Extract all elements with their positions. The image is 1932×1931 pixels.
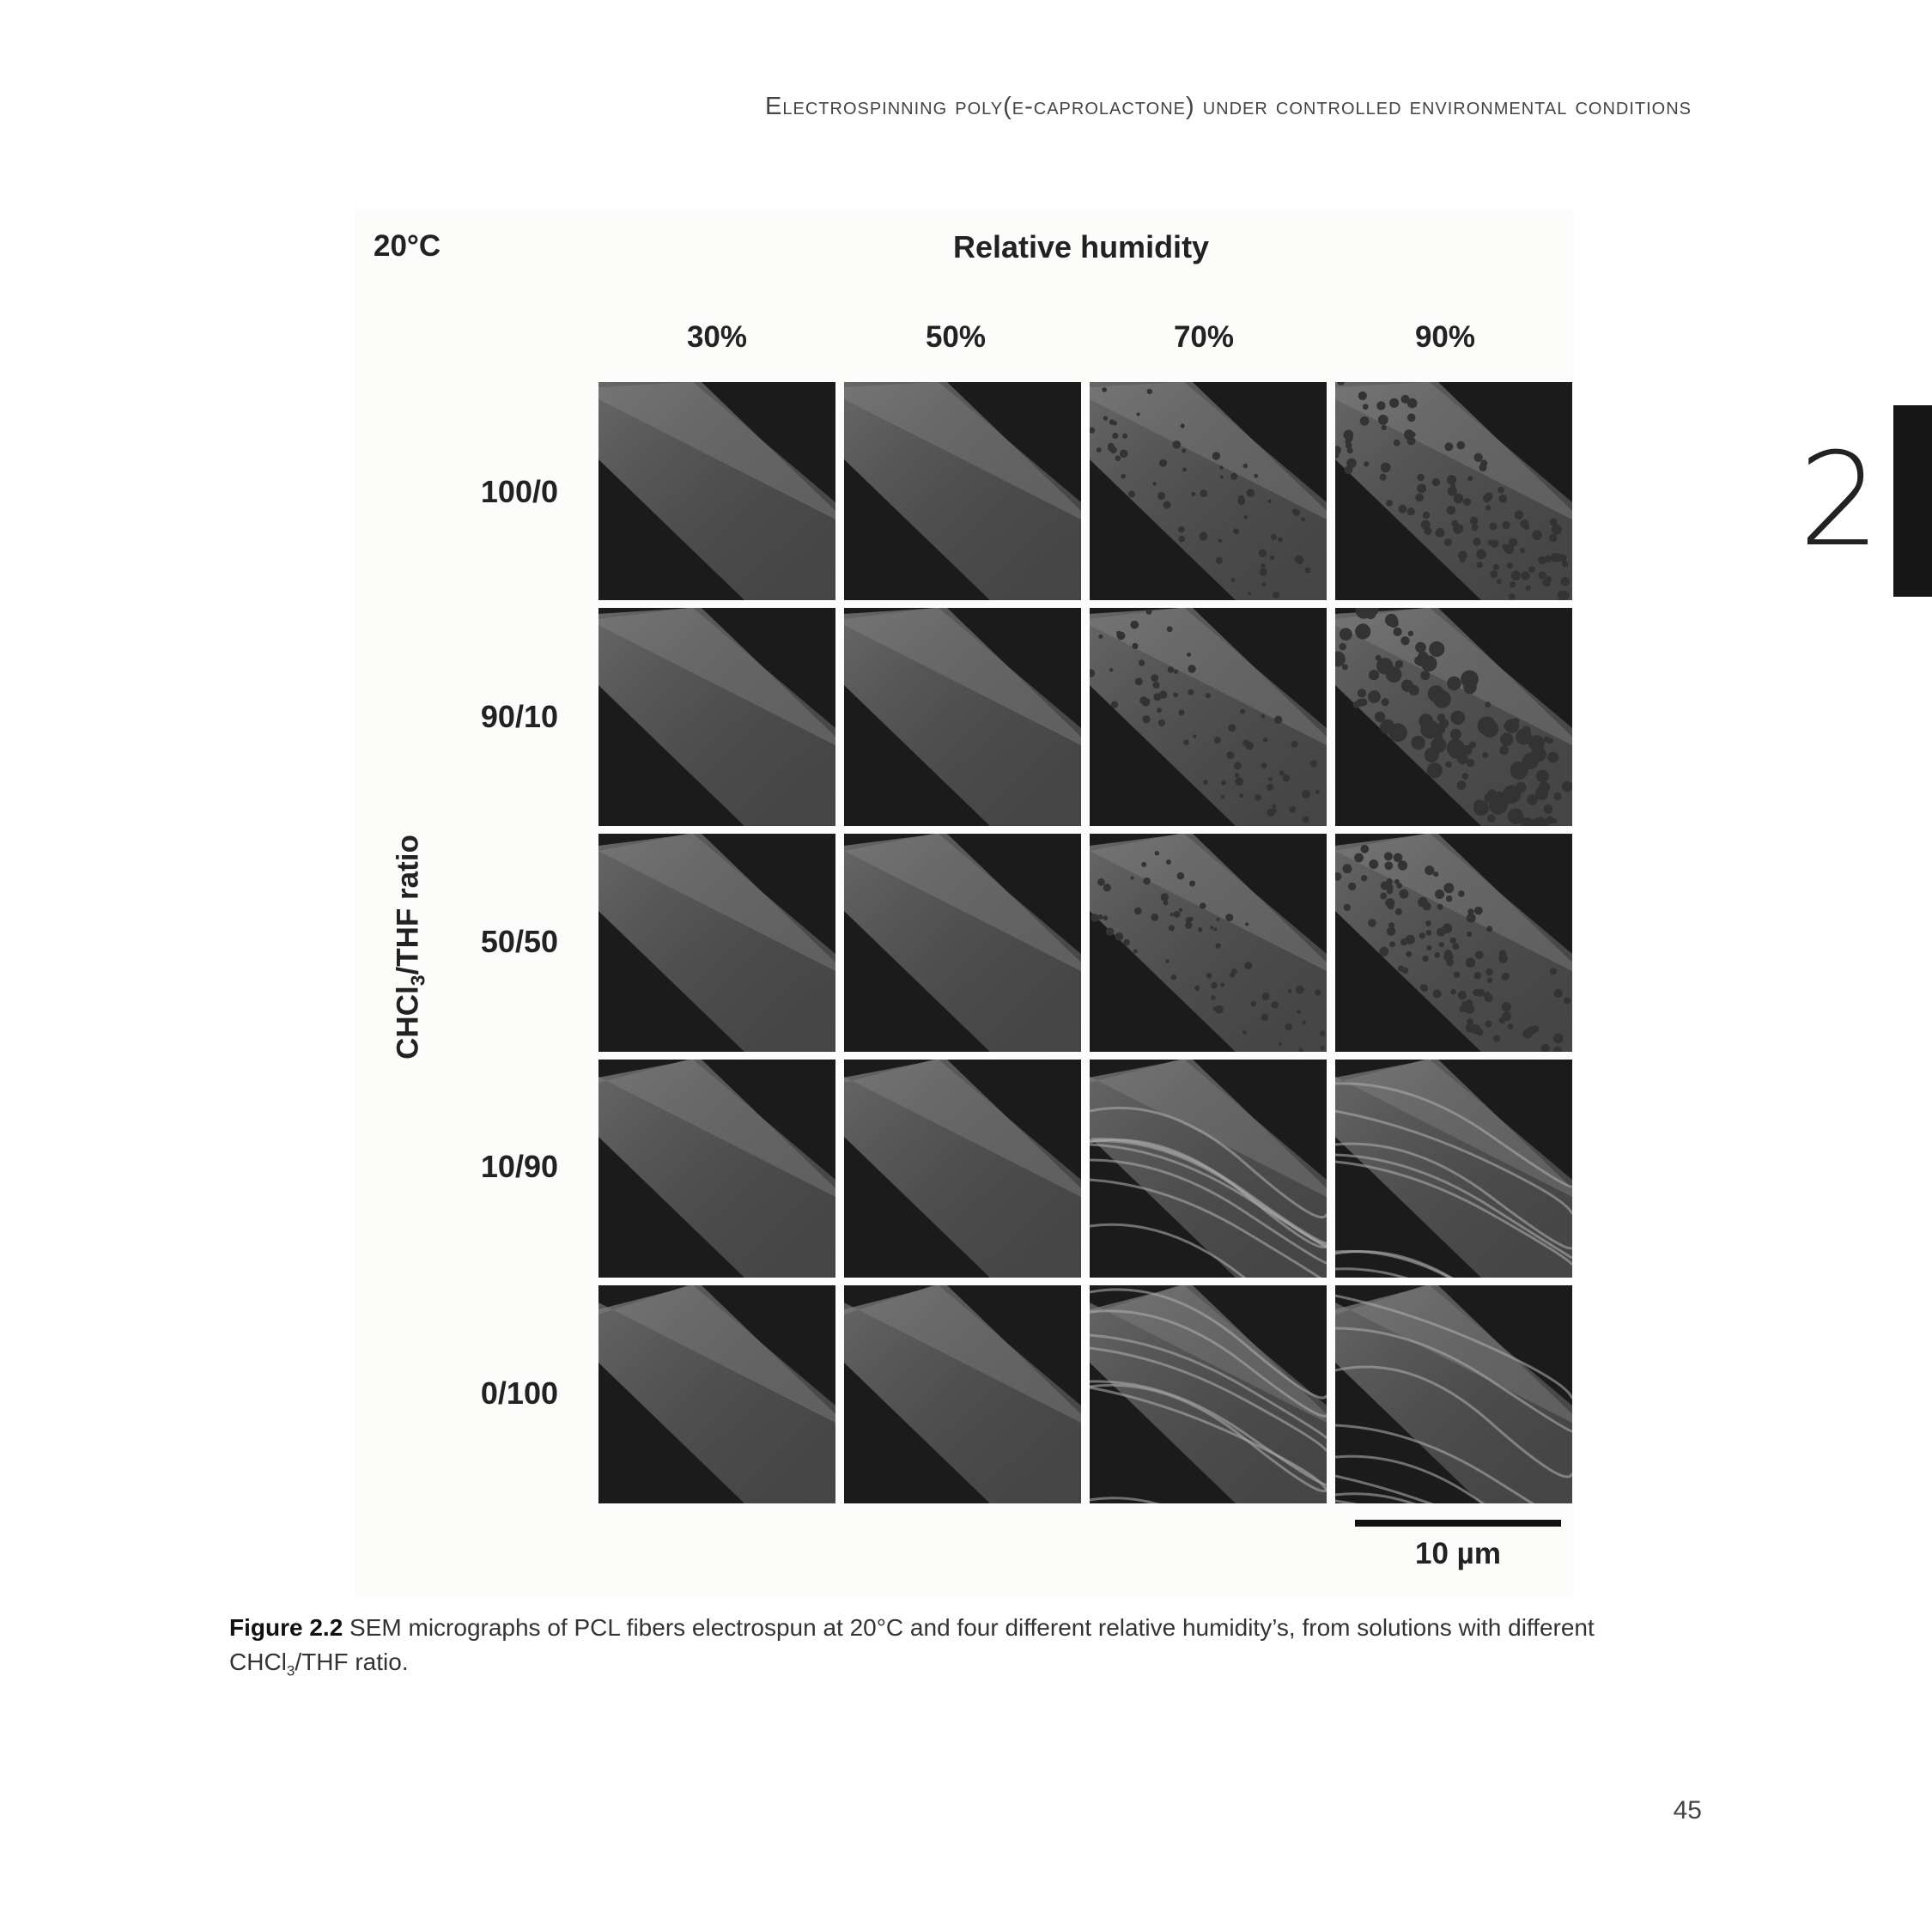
chapter-number: 2: [1798, 426, 1880, 575]
micrograph-0-100-rh30: [598, 1285, 835, 1503]
column-label-30: 30%: [686, 320, 748, 354]
micrograph-0-100-rh90: [1335, 1285, 1572, 1503]
humidity-axis-title: Relative humidity: [953, 229, 1210, 264]
row-label-10-90: 10/90: [480, 1149, 558, 1184]
micrograph-10-90-rh50: [844, 1060, 1081, 1278]
ratio-axis-title: CHCl$_3$/THF ratio: [391, 835, 429, 1060]
page-number: 45: [1673, 1796, 1702, 1825]
micrograph-100-0-rh70: [1090, 382, 1327, 600]
micrograph-90-10-rh30: [598, 608, 835, 826]
row-label-100-0: 100/0: [480, 474, 558, 509]
micrograph-10-90-rh70: [1090, 1060, 1327, 1278]
running-head: Electrospinning poly(ε-caprolactone) under controlled environmental conditions: [765, 93, 1692, 120]
micrograph-0-100-rh70: [1090, 1285, 1327, 1503]
micrograph-90-10-rh50: [844, 608, 1081, 826]
column-label-90: 90%: [1414, 320, 1476, 354]
temperature-label: 20°C: [374, 229, 441, 263]
micrograph-100-0-rh50: [844, 382, 1081, 600]
micrograph-50-50-rh90: [1335, 834, 1572, 1052]
scale-bar: [1355, 1520, 1561, 1527]
micrograph-100-0-rh90: [1335, 382, 1572, 600]
column-label-50: 50%: [925, 320, 987, 354]
micrograph-0-100-rh50: [844, 1285, 1081, 1503]
micrograph-100-0-rh30: [598, 382, 835, 600]
column-label-70: 70%: [1173, 320, 1235, 354]
row-label-50-50: 50/50: [480, 924, 558, 959]
figure-caption: Figure 2.2 SEM micrographs of PCL fibers electrospun at 20°C and four different relative humidity’s, from solutions with different CHCl$_3$/THF ratio.: [229, 1614, 1595, 1679]
scale-bar-label: 10 µm: [1415, 1537, 1501, 1570]
micrograph-50-50-rh70: [1090, 834, 1327, 1052]
caption-label: Figure 2.2: [229, 1614, 343, 1641]
chapter-tab: [1893, 405, 1932, 597]
micrograph-90-10-rh90: [1335, 608, 1572, 826]
micrograph-90-10-rh70: [1090, 608, 1327, 826]
micrograph-50-50-rh30: [598, 834, 835, 1052]
row-label-90-10: 90/10: [480, 699, 558, 734]
micrograph-10-90-rh90: [1335, 1060, 1572, 1278]
micrograph-10-90-rh30: [598, 1060, 835, 1278]
row-label-0-100: 0/100: [480, 1375, 558, 1411]
micrograph-50-50-rh50: [844, 834, 1081, 1052]
